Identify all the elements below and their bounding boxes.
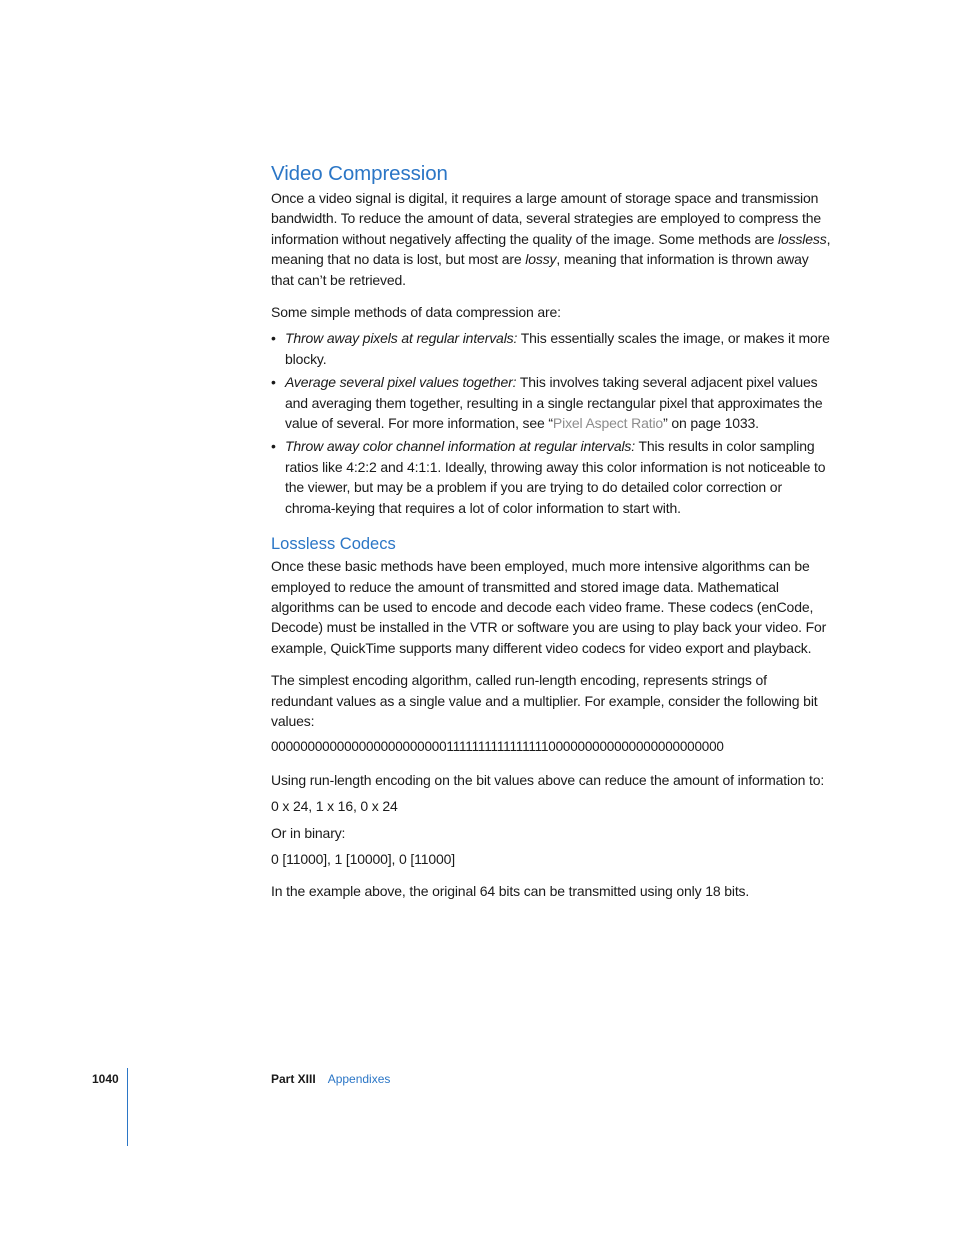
page-content (271, 160, 831, 902)
binary-values: 0 [11000], 1 [10000], 0 [11000] (271, 850, 455, 867)
list-item-tail: ” on page 1033. (663, 415, 759, 432)
intro-text-c: , meaning that information is thrown away that can’t be retrieved. (271, 251, 809, 288)
compression-methods-list (271, 328, 831, 518)
footer-part-label: Part XIII (271, 1072, 316, 1086)
list-item-lead: Average several pixel values together: (285, 374, 517, 391)
subsection-title: Lossless Codecs (271, 535, 396, 554)
list-item-lead: Throw away color channel information at regular intervals: (285, 438, 636, 455)
codecs-paragraph: Once these basic methods have been employed, much more intensive algorithms can be employed to reduce the amount of transmitted and stored image data. Mathematical algorithms can be used to encode and decode each video frame. These codecs (enCode, Decode) must be installed in the VTR or software you are using to play back your video. For example, QuickTime supports many different video codecs for video export and playback. (271, 558, 827, 656)
bullet-marker: • (271, 374, 276, 391)
bullet-marker: • (271, 330, 276, 347)
intro-paragraph (271, 188, 831, 290)
pixel-aspect-ratio-link[interactable]: Pixel Aspect Ratio (552, 415, 664, 432)
intro-term-lossy: lossy (525, 251, 557, 268)
list-item-text: This essentially scales the image, or makes it more blocky. (285, 330, 830, 367)
rle-result-paragraph: Using run-length encoding on the bit values above can reduce the amount of information to: (271, 771, 825, 788)
list-item (271, 328, 831, 369)
list-item (271, 372, 831, 433)
intro-text-b: , meaning that no data is lost, but most are (271, 230, 831, 268)
list-item-text: This results in color sampling ratios like 4:2:2 and 4:1:1. Ideally, throwing away this color information is not noticeable to the viewer, but may be a problem if you are trying to do detailed color correction or chroma-keying that requires a lot of color information to start with. (285, 438, 826, 516)
footer-divider (127, 1068, 128, 1146)
page-number: 1040 (92, 1072, 119, 1086)
rle-values: 0 x 24, 1 x 16, 0 x 24 (271, 798, 398, 815)
intro-text-a: Once a video signal is digital, it requires a large amount of storage space and transmission bandwidth. To reduce the amount of data, several strategies are employed to compress the information without negatively affecting the quality of the image. Some methods are (271, 190, 821, 247)
footer-breadcrumb (271, 1072, 390, 1086)
list-intro: Some simple methods of data compression are: (271, 304, 561, 321)
rle-paragraph: The simplest encoding algorithm, called run-length encoding, represents strings of redundant values as a single value and a multiplier. For example, consider the following bit values: (271, 672, 818, 729)
intro-term-lossless: lossless (778, 230, 827, 247)
list-item-text: This involves taking several adjacent pixel values and averaging them together, resulting in a single rectangular pixel that approximates the value of several. For more information, see “ (285, 374, 823, 432)
footer-section-link[interactable]: Appendixes (327, 1072, 391, 1086)
section-title: Video Compression (271, 162, 448, 185)
summary-paragraph: In the example above, the original 64 bits can be transmitted using only 18 bits. (271, 883, 750, 900)
bit-values: 0000000000000000000000001111111111111111000000000000000000000000 (271, 739, 724, 755)
list-item-lead: Throw away pixels at regular intervals: (285, 330, 518, 347)
bullet-marker: • (271, 438, 276, 455)
binary-label: Or in binary: (271, 824, 346, 841)
list-item (271, 436, 831, 518)
